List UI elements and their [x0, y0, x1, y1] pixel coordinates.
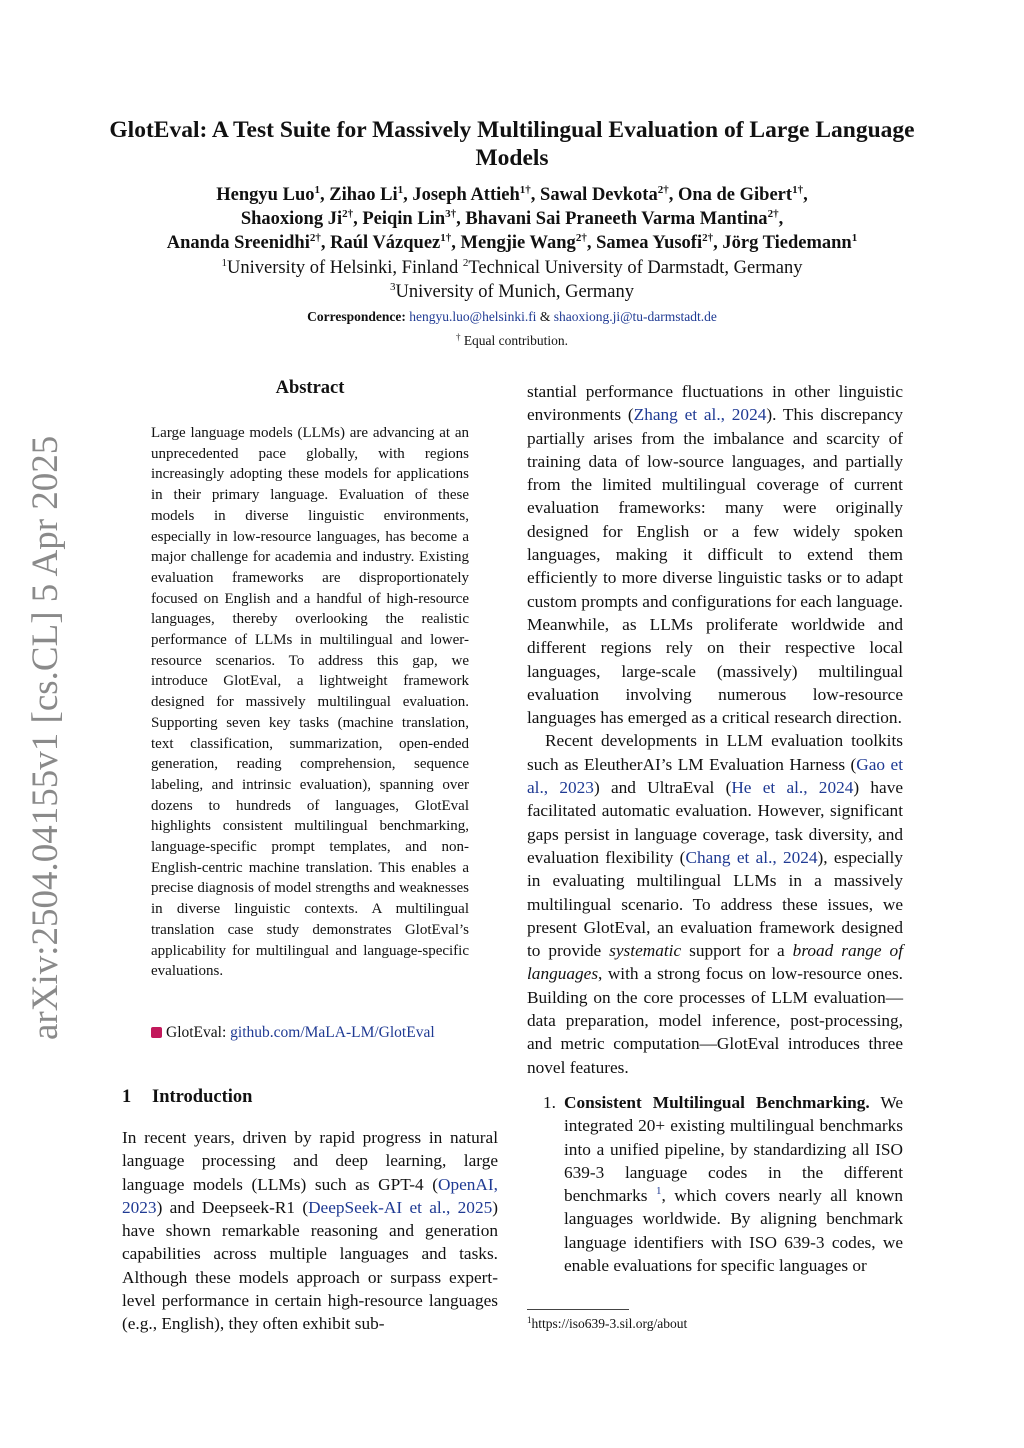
footnote-rule: [527, 1309, 629, 1310]
repo-link[interactable]: github.com/MaLA-LM/GlotEval: [230, 1024, 435, 1041]
email-link-ji[interactable]: shaoxiong.ji@tu-darmstadt.de: [553, 309, 717, 324]
abstract-text: Large language models (LLMs) are advancing at an unprecedented pace globally, with regions increasingly adopting these models for applications in their primary language. Evaluation of these models in diverse linguistic environments, especially in low-resource languages, has become a major challenge for academia and industry. Existing evaluation frameworks are disproportionately focused on English and a handful of high-resource languages, thereby overlooking the realistic performance of LLMs in multilingual and lower-resource scenarios. To address this gap, we introduce GlotEval, a lightweight framework designed for massively multilingual evaluation. Supporting seven key tasks (machine translation, text classification, summarization, open-ended generation, reading comprehension, sequence labeling, and intrinsic evaluation), spanning over dozens to hundreds of languages, GlotEval highlights consistent multilingual benchmarking, language-specific prompt templates, and non-English-centric machine translation. This enables a precise diagnosis of model strengths and weaknesses in diverse linguistic contexts. A multilingual translation case study demonstrates GlotEval’s applicability for multilingual and language-specific evaluations.: [151, 425, 469, 980]
section-heading-introduction: 1 Introduction: [122, 1087, 253, 1107]
list-item: 1. Consistent Multilingual Benchmarking. We integrated 20+ existing multilingual benchmarks into a unified pipeline, by standardizing all ISO 639-3 language codes in the different benchmarks $^1$, which covers nearly all known languages worldwide. By aligning benchmark language identifiers with ISO 639-3 codes, we enable evaluations for specific languages or: [543, 1092, 904, 1275]
author: Jörg Tiedemann$^1$: [722, 232, 858, 253]
affiliation-darmstadt: Technical University of Darmstadt, Germany: [468, 258, 803, 278]
author: Bhavani Sai Praneeth Varma Mantina$^{2\dagger}$,: [465, 208, 784, 229]
author: Ona de Gibert$^{1\dagger}$,: [677, 184, 808, 205]
paragraph: stantial performance fluctuations in other linguistic environments (Zhang et al., 2024). This discrepancy partially arises from the imbalance and scarcity of training data of low-source languages, and partially from the limited multilingual coverage of current evaluation frameworks: many were originally designed for English or a few widely spoken languages, making it difficult to extend them efficiently to more diverse linguistic tasks or to adapt custom prompts and configurations for each language. Meanwhile, as LLMs proliferate worldwide and different regions rely on their respective local languages, large-scale (massively) multilingual evaluation involving numerous low-resource languages has emerged as a critical research direction.: [527, 382, 903, 728]
intro-paragraph: In recent years, driven by rapid progress in natural language processing and deep learning, large language models (LLMs) such as GPT-4 (OpenAI, 2023) and Deepseek-R1 (DeepSeek-AI et al., 2025) have shown remarkable reasoning and generation capabilities across multiple languages and tasks. Although these models approach or surpass expert-level performance in certain high-resource languages (e.g., English), they often exhibit sub-: [122, 1128, 498, 1334]
repo-line: GlotEval: github.com/MaLA-LM/GlotEval: [151, 1023, 491, 1043]
right-column: [527, 380, 903, 1277]
correspondence: Correspondence: hengyu.luo@helsinki.fi & shaoxiong.ji@tu-darmstadt.de: [307, 309, 717, 324]
author: Ananda Sreenidhi$^{2\dagger}$,: [166, 232, 331, 253]
citation-link[interactable]: He et al., 2024: [731, 778, 854, 798]
abstract-heading: Abstract: [275, 378, 345, 398]
citation-link[interactable]: Chang et al., 2024: [685, 847, 818, 867]
author: Hengyu Luo$^1$,: [216, 184, 330, 205]
citation-link[interactable]: Zhang et al., 2024: [633, 405, 767, 425]
email-link-luo[interactable]: hengyu.luo@helsinki.fi: [409, 309, 537, 324]
equal-contribution-note: † Equal contribution.: [455, 332, 569, 348]
author: Shaoxiong $Ji^{2\dagger}$,: [240, 208, 363, 229]
citation-link[interactable]: Gao et al., 2023: [527, 754, 903, 798]
citation-link[interactable]: DeepSeek-AI et al., 2025: [308, 1197, 493, 1217]
footnote: $^1$https://iso639-3.sil.org/about: [527, 1315, 688, 1331]
paragraph: Recent developments in LLM evaluation toolkits such as EleutherAI’s LM Evaluation Harness (Gao et al., 2023) and UltraEval (He et al., 2024) have facilitated automatic evaluation. However, significant gaps persist in language coverage, task diversity, and evaluation flexibility (Chang et al., 2024), especially in evaluating multilingual LLMs in a massively multilingual scenario. To address these issues, we present GlotEval, an evaluation framework designed to provide systematic support for a broad range of languages, with a strong focus on low-resource ones. Building on the core processes of LLM evaluation—data preparation, model inference, post-processing, and metric computation—GlotEval introduces three novel features.: [527, 731, 903, 1077]
feature-list: [527, 1091, 903, 1277]
author: Zihao Li$^1$,: [329, 184, 413, 205]
footnote-url[interactable]: https://iso639-3.sil.org/about: [531, 1316, 688, 1331]
footnote-link[interactable]: 1: [655, 1185, 662, 1198]
paper-title: GlotEval: A Test Suite for Massively Multilingual Evaluation of Large Language Models: [109, 117, 915, 171]
author: Peiqin Lin$^{3\dagger}$,: [362, 208, 466, 229]
affiliation-helsinki: University of Helsinki, Finland: [226, 258, 459, 278]
author: Samea Yusofi$^{2\dagger}$,: [596, 232, 723, 253]
citation-link[interactable]: OpenAI, 2023: [122, 1174, 498, 1217]
author: Joseph Attieh$^{1\dagger}$,: [412, 184, 541, 205]
repository-icon: [151, 1027, 162, 1038]
affiliations: $^1$University of Helsinki, Finland $^2$Technical University of Darmstadt, Germany $^3$University of Munich, Germany: [221, 257, 803, 302]
author: Mengjie Wang$^{2\dagger}$,: [460, 232, 597, 253]
author: Sawal Devkota$^{2\dagger}$,: [540, 184, 678, 205]
author-list: [100, 183, 924, 255]
affiliation-munich: University of Munich, Germany: [395, 282, 634, 302]
arxiv-identifier: arXiv:2504.04155v1 [cs.CL] 5 Apr 2025: [25, 435, 66, 1040]
author: Raúl Vázquez$^{1\dagger}$,: [330, 232, 461, 253]
